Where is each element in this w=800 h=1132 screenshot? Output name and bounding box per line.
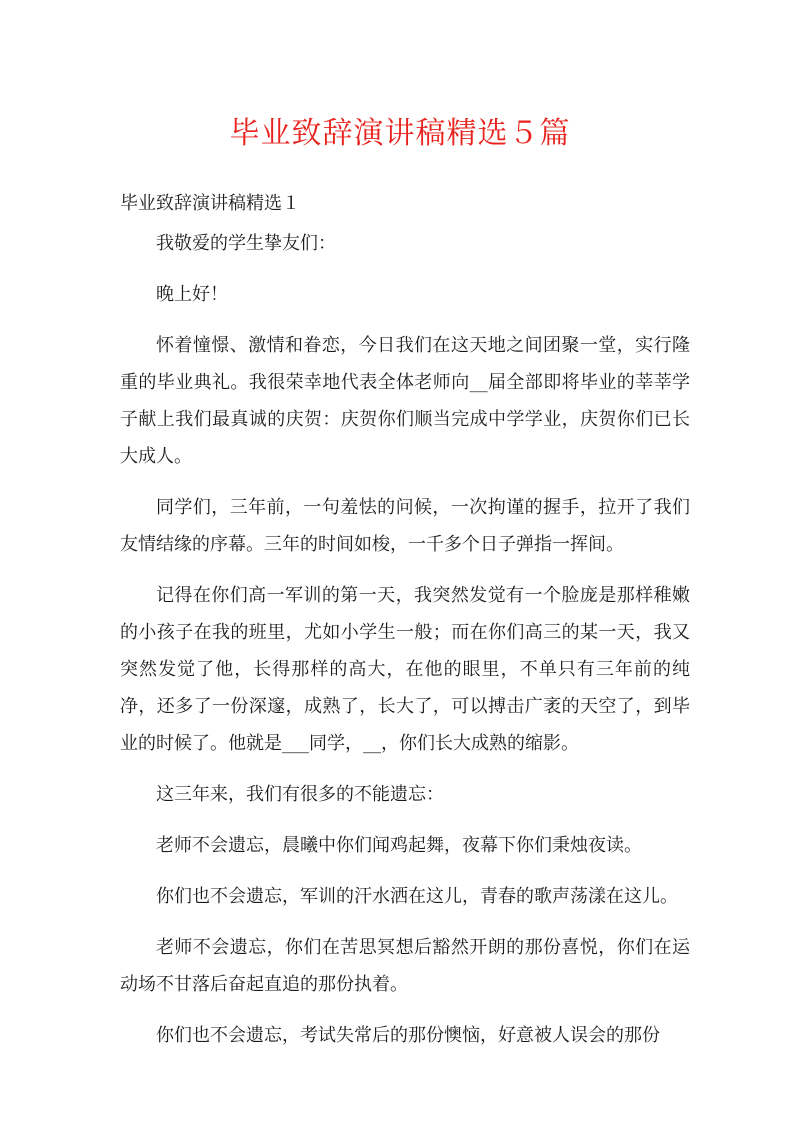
- paragraph: 老师不会遗忘，你们在苦思冥想后豁然开朗的那份喜悦，你们在运动场不甘落后奋起直追的那份执着。: [120, 937, 690, 995]
- section-heading: 毕业致辞演讲稿精选１: [120, 193, 300, 214]
- document-title: 毕业致辞演讲稿精选５篇: [229, 116, 571, 151]
- paragraph: 我敬爱的学生挚友们：: [156, 233, 336, 254]
- paragraph: 你们也不会遗忘，军训的汗水洒在这儿，青春的歌声荡漾在这儿。: [156, 886, 678, 907]
- paragraph: 你们也不会遗忘，考试失常后的那份懊恼，好意被人误会的那份: [156, 1025, 660, 1046]
- paragraph: 晚上好！: [156, 284, 228, 305]
- paragraph: 记得在你们高一军训的第一天，我突然发觉有一个脸庞是那样稚嫩的小孩子在我的班里，尤如小学生一般；而在你们高三的某一天，我又突然发觉了他，长得那样的高大，在他的眼里，不单只有三年前的纯净，还多了一份深邃，成熟了，长大了，可以搏击广袤的天空了，到毕业的时候了。他就是___同学，__，你们长大成熟的缩影。: [120, 585, 690, 754]
- paragraph: 同学们，三年前，一句羞怯的问候，一次拘谨的握手，拉开了我们友情结缘的序幕。三年的时间如梭，一千多个日子弹指一挥间。: [120, 497, 690, 555]
- paragraph: 怀着憧憬、激情和眷恋，今日我们在这天地之间团聚一堂，实行隆重的毕业典礼。我很荣幸地代表全体老师向__届全部即将毕业的莘莘学子献上我们最真诚的庆贺：庆贺你们顺当完成中学学业，庆贺你们已长大成人。: [120, 335, 690, 467]
- paragraph: 这三年来，我们有很多的不能遗忘：: [156, 784, 444, 805]
- document-body: [120, 225, 690, 1068]
- paragraph: 老师不会遗忘，晨曦中你们闻鸡起舞，夜幕下你们秉烛夜读。: [156, 835, 642, 856]
